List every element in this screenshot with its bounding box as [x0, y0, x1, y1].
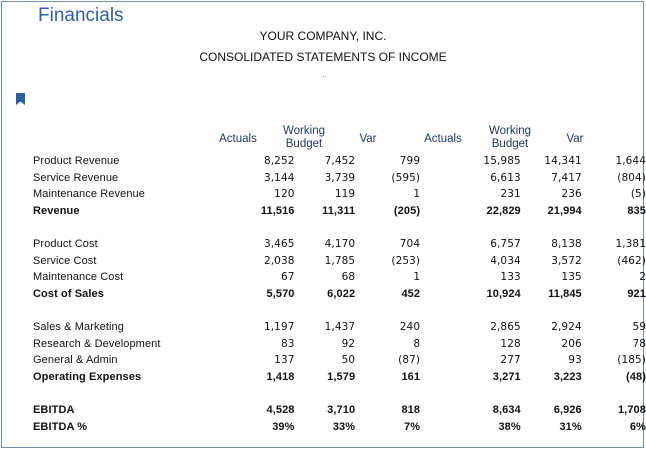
cell: 1,437 — [324, 321, 356, 334]
cell: 818 — [401, 404, 421, 417]
cell: 2,038 — [263, 254, 295, 267]
cell: 14,341 — [544, 155, 582, 168]
cell: 3,465 — [263, 238, 295, 251]
cell: 67 — [280, 271, 295, 284]
cell: 1 — [413, 188, 421, 201]
total-row-operating-expenses — [33, 369, 646, 386]
cell: (804) — [617, 171, 646, 184]
cell: 78 — [632, 337, 646, 350]
cell: 1,381 — [615, 238, 646, 251]
row-label: Product Cost — [33, 238, 98, 251]
table-row — [33, 252, 646, 269]
cell: 277 — [500, 354, 521, 367]
cell: 128 — [500, 337, 521, 350]
cell: (462) — [617, 254, 646, 267]
cell: 1,197 — [263, 321, 295, 334]
cell: (253) — [391, 254, 421, 267]
cell: 6,022 — [327, 287, 356, 300]
cell: 3,271 — [492, 370, 521, 383]
row-label: EBITDA — [33, 404, 75, 417]
row-label: Maintenance Revenue — [33, 188, 145, 201]
cell: 236 — [561, 188, 582, 201]
col-header-var-1: Var — [359, 133, 377, 145]
cell: 119 — [334, 188, 356, 201]
cell: 7,417 — [551, 171, 582, 184]
cell: 31% — [559, 421, 582, 434]
cell: 8,138 — [551, 238, 582, 251]
cell: 6,757 — [490, 238, 521, 251]
cell: 8 — [413, 337, 421, 350]
row-label: Cost of Sales — [33, 287, 104, 300]
cell: 2 — [639, 271, 646, 284]
cell: (87) — [398, 354, 421, 367]
row-label: Service Revenue — [33, 171, 119, 184]
cell: 1 — [413, 271, 421, 284]
cell: 5,570 — [266, 287, 295, 300]
cell: 8,634 — [492, 404, 521, 417]
cell: 1,785 — [324, 254, 356, 267]
table-row — [33, 170, 646, 187]
cell: 240 — [399, 321, 421, 334]
spacer-row — [33, 302, 646, 319]
cell: 133 — [500, 271, 521, 284]
bookmark-icon[interactable] — [16, 93, 25, 105]
cell: 3,710 — [327, 404, 356, 417]
table-row — [33, 335, 646, 352]
table-row — [33, 186, 646, 203]
company-name: YOUR COMPANY, INC. — [259, 29, 387, 43]
cell: 33% — [332, 421, 356, 434]
cell: 11,311 — [322, 205, 356, 218]
cell: 3,572 — [551, 254, 582, 267]
cell: 799 — [399, 155, 421, 168]
col-header-budget-1: Working Budget — [283, 125, 325, 150]
row-label: Operating Expenses — [33, 370, 142, 383]
cell: 2,865 — [490, 321, 521, 334]
row-label: Service Cost — [33, 254, 97, 267]
cell: 38% — [498, 421, 521, 434]
cell: 4,528 — [266, 404, 295, 417]
table-row — [33, 236, 646, 253]
cell: 6,613 — [490, 171, 521, 184]
cell: 7% — [404, 421, 421, 434]
col-header-budget-2: Working Budget — [489, 125, 531, 150]
cell: 59 — [632, 321, 646, 334]
table-row — [33, 153, 646, 170]
cell: 835 — [627, 205, 646, 218]
cell: 7,452 — [324, 155, 356, 168]
total-row-ebitda-percent — [33, 419, 646, 436]
cell: 135 — [561, 271, 582, 284]
cell: 4,170 — [324, 238, 356, 251]
cell: 39% — [272, 421, 295, 434]
cell: 1,644 — [615, 155, 646, 168]
cell: 22,829 — [486, 205, 521, 218]
cell: 83 — [280, 337, 295, 350]
col-header-actuals-1: Actuals — [219, 133, 257, 145]
cell: 50 — [341, 354, 356, 367]
table-row — [33, 319, 646, 336]
col-header-var-2: Var — [566, 133, 584, 145]
total-row-cost-of-sales — [33, 286, 646, 303]
cell: 1,418 — [266, 370, 295, 383]
cell: 3,144 — [263, 171, 295, 184]
row-label: General & Admin — [33, 354, 118, 367]
cell: 231 — [500, 188, 521, 201]
cell: 6% — [629, 421, 646, 434]
header-marker: .. — [322, 70, 328, 79]
statement-title: CONSOLIDATED STATEMENTS OF INCOME — [199, 50, 447, 64]
cell: 1,708 — [617, 404, 646, 417]
cell: 2,924 — [551, 321, 582, 334]
total-row-revenue — [33, 203, 646, 220]
cell: (595) — [391, 171, 421, 184]
cell: (185) — [617, 354, 646, 367]
cell: 15,985 — [483, 155, 521, 168]
cell: (5) — [630, 188, 646, 201]
cell: 161 — [401, 370, 421, 383]
cell: 921 — [627, 287, 646, 300]
row-label: Revenue — [33, 205, 80, 218]
cell: 137 — [274, 354, 295, 367]
row-label: Research & Development — [33, 337, 161, 350]
cell: 10,924 — [486, 287, 521, 300]
cell: 21,994 — [547, 205, 582, 218]
col-header-actuals-2: Actuals — [424, 133, 462, 145]
cell: 93 — [568, 354, 582, 367]
spacer-row — [33, 385, 646, 402]
cell: 704 — [399, 238, 421, 251]
cell: (205) — [393, 205, 421, 218]
cell: 92 — [341, 337, 356, 350]
row-label: Maintenance Cost — [33, 271, 124, 284]
cell: 4,034 — [490, 254, 521, 267]
table-row — [33, 269, 646, 286]
spacer-row — [33, 219, 646, 236]
row-label: EBITDA % — [33, 421, 88, 434]
income-statement-table — [33, 153, 646, 435]
row-label: Product Revenue — [33, 155, 120, 168]
table-row — [33, 352, 646, 369]
cell: 11,516 — [260, 205, 295, 218]
cell: (48) — [626, 370, 646, 383]
cell: 3,739 — [324, 171, 356, 184]
row-label: Sales & Marketing — [33, 321, 124, 334]
cell: 68 — [341, 271, 356, 284]
cell: 1,579 — [327, 370, 356, 383]
total-row-ebitda — [33, 402, 646, 419]
cell: 452 — [401, 287, 421, 300]
cell: 6,926 — [553, 404, 582, 417]
cell: 8,252 — [263, 155, 295, 168]
cell: 3,223 — [553, 370, 582, 383]
cell: 206 — [561, 337, 582, 350]
page-title: Financials — [38, 5, 124, 26]
cell: 11,845 — [548, 287, 582, 300]
cell: 120 — [274, 188, 295, 201]
